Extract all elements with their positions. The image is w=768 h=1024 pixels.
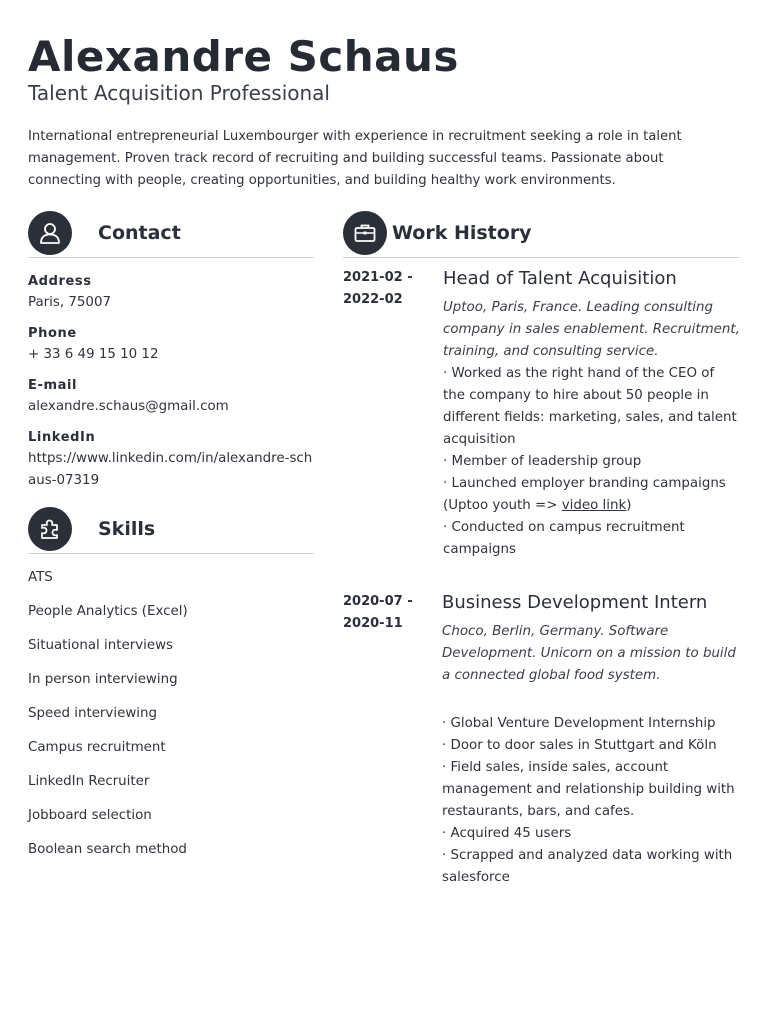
work-history-title: Work History [392, 222, 532, 244]
profile-summary: International entrepreneurial Luxembourger with experience in recruitment seeking a role in talent management. Proven track record of recruiting and building successful teams. Passionate about connecting with people, creating opportunities, and building healthy work environments. [28, 129, 682, 188]
candidate-role: Talent Acquisition Professional [28, 81, 330, 105]
skill-item: Boolean search method [28, 842, 187, 857]
puzzle-icon [28, 507, 72, 551]
job-bullet: · Global Venture Development Internship [442, 716, 716, 731]
job-bullet: · Scrapped and analyzed data working with salesforce [442, 848, 733, 885]
job-bullet [443, 473, 740, 517]
job-end-date: 2022-02 [343, 292, 403, 307]
person-icon [28, 211, 72, 255]
address-label: Address [28, 274, 92, 289]
skill-item: Situational interviews [28, 638, 174, 653]
phone-label: Phone [28, 326, 77, 341]
job-dates [343, 591, 423, 635]
job-bullet: · Worked as the right hand of the CEO of the company to hire about 50 people in different fields: marketing, sales, and talent acquisition [443, 366, 737, 447]
contact-section-header [28, 211, 314, 258]
job-start-date: 2020-07 - [343, 594, 413, 609]
phone-value: + 33 6 49 15 10 12 [28, 347, 159, 362]
job-bullet: · Field sales, inside sales, account management and relationship building with restaurants, bars, and cafes. [442, 760, 735, 819]
job-start-date: 2021-02 - [343, 270, 413, 285]
job-company-description: Choco, Berlin, Germany. Software Development. Unicorn on a mission to build a connected global food system. [442, 624, 736, 683]
skill-item: Speed interviewing [28, 706, 157, 721]
linkedin-label: LinkedIn [28, 430, 96, 445]
video-link[interactable]: video link [561, 498, 627, 513]
job-company-description: Uptoo, Paris, France. Leading consulting company in sales enablement. Recruitment, training, and consulting service. [443, 300, 740, 359]
skills-section-header [28, 507, 314, 554]
skills-list [28, 567, 318, 873]
job-title: Business Development Intern [442, 592, 708, 613]
skill-item: In person interviewing [28, 672, 178, 687]
job-title: Head of Talent Acquisition [443, 268, 677, 289]
job-end-date: 2020-11 [343, 616, 403, 631]
skill-item: People Analytics (Excel) [28, 604, 188, 619]
contact-title: Contact [98, 222, 181, 244]
job-details [443, 267, 740, 561]
linkedin-link[interactable]: https://www.linkedin.com/in/alexandre-schaus-07319 [28, 451, 313, 488]
job-bullet: · Member of leadership group [443, 454, 642, 469]
candidate-name: Alexandre Schaus [28, 32, 459, 81]
bullet-text: · Launched employer branding campaigns (Uptoo youth => [443, 476, 726, 513]
address-value: Paris, 75007 [28, 295, 111, 310]
email-value: alexandre.schaus@gmail.com [28, 399, 229, 414]
skill-item: LinkedIn Recruiter [28, 774, 150, 789]
job-details [442, 591, 739, 889]
skill-item: Jobboard selection [28, 808, 152, 823]
skill-item: ATS [28, 570, 53, 585]
skills-title: Skills [98, 518, 156, 540]
job-bullet: · Acquired 45 users [442, 826, 572, 841]
bullet-text: ) [626, 498, 632, 513]
work-history-section-header [343, 211, 740, 258]
skill-item: Campus recruitment [28, 740, 166, 755]
email-label: E-mail [28, 378, 78, 393]
job-dates [343, 267, 423, 311]
job-bullet: · Conducted on campus recruitment campaigns [443, 520, 685, 557]
contact-list [28, 272, 318, 492]
briefcase-icon [343, 211, 387, 255]
job-bullet: · Door to door sales in Stuttgart and Köln [442, 738, 717, 753]
